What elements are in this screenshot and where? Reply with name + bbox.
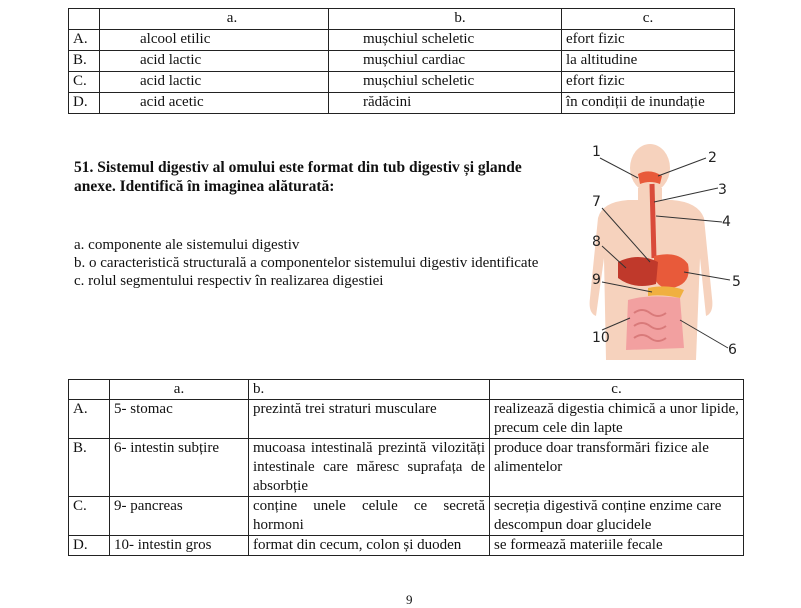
row-label: D. [69,93,100,114]
esophagus [652,184,654,258]
table-row [69,497,744,536]
row-label: B. [69,439,110,497]
header-cell: b. [249,380,490,400]
header-cell: c. [562,9,735,30]
row-label: C. [69,72,100,93]
question-item: a. componente ale sistemului digestiv [74,237,300,253]
cell-c: secreția digestivă conține enzime care descompun doar glucidele [490,497,744,536]
cell-b: mușchiul scheletic [329,72,562,93]
figure-label: 1 [592,144,601,160]
table-header-row [69,380,744,400]
figure-label: 3 [718,182,727,198]
cell-b: mușchiul cardiac [329,51,562,72]
figure-label: 8 [592,234,601,250]
cell-c: efort fizic [562,30,735,51]
cell-b: mucoasa intestinală prezintă vilozități intestinale care măresc suprafața de absorbție [249,439,490,497]
table-row [69,51,735,72]
row-label: B. [69,51,100,72]
question-title: 51. Sistemul digestiv al omului este format din tub digestiv și glande anexe. Identifică în imaginea alăturată: [74,159,522,195]
row-label: D. [69,536,110,556]
header-cell: a. [110,380,249,400]
table-header-row [69,9,735,30]
row-label: C. [69,497,110,536]
cell-a: 10- intestin gros [110,536,249,556]
cell-c: se formează materiile fecale [490,536,744,556]
table-row [69,30,735,51]
row-label: A. [69,30,100,51]
row-label: A. [69,400,110,439]
header-cell: c. [490,380,744,400]
digestive-organs [618,171,689,350]
question-items [74,236,544,290]
answer-table-previous [68,8,735,114]
figure-label: 4 [722,214,731,230]
table-row [69,439,744,497]
liver-organ [618,257,658,286]
cell-a: 5- stomac [110,400,249,439]
header-cell: a. [100,9,329,30]
digestive-system-figure [588,138,758,368]
figure-label: 7 [592,194,601,210]
intestine-organ [626,296,684,350]
cell-c: realizează digestia chimică a unor lipide, precum cele din lapte [490,400,744,439]
figure-label: 5 [732,274,741,290]
cell-a: acid acetic [100,93,329,114]
cell-b: conține unele celule ce secretă hormoni [249,497,490,536]
question-item: b. o caracteristică structurală a componentelor sistemului digestiv identificate [74,255,539,271]
cell-c: efort fizic [562,72,735,93]
figure-label: 9 [592,272,601,288]
cell-a: 6- intestin subțire [110,439,249,497]
table-row [69,400,744,439]
cell-a: alcool etilic [100,30,329,51]
header-cell [69,9,100,30]
header-cell: b. [329,9,562,30]
cell-b: format din cecum, colon și duoden [249,536,490,556]
figure-label: 10 [592,330,610,346]
question-item: c. rolul segmentului respectiv în realizarea digestiei [74,273,384,289]
page-number: 9 [406,592,413,607]
cell-a: 9- pancreas [110,497,249,536]
table-row [69,72,735,93]
cell-c: la altitudine [562,51,735,72]
cell-c: în condiții de inundație [562,93,735,114]
table-row [69,93,735,114]
cell-b: mușchiul scheletic [329,30,562,51]
cell-c: produce doar transformări fizice ale alimentelor [490,439,744,497]
figure-label: 2 [708,150,717,166]
figure-label: 6 [728,342,737,358]
cell-a: acid lactic [100,51,329,72]
cell-b: prezintă trei straturi musculare [249,400,490,439]
header-cell [69,380,110,400]
table-row [69,536,744,556]
answer-table [68,379,744,556]
cell-b: rădăcini [329,93,562,114]
cell-a: acid lactic [100,72,329,93]
